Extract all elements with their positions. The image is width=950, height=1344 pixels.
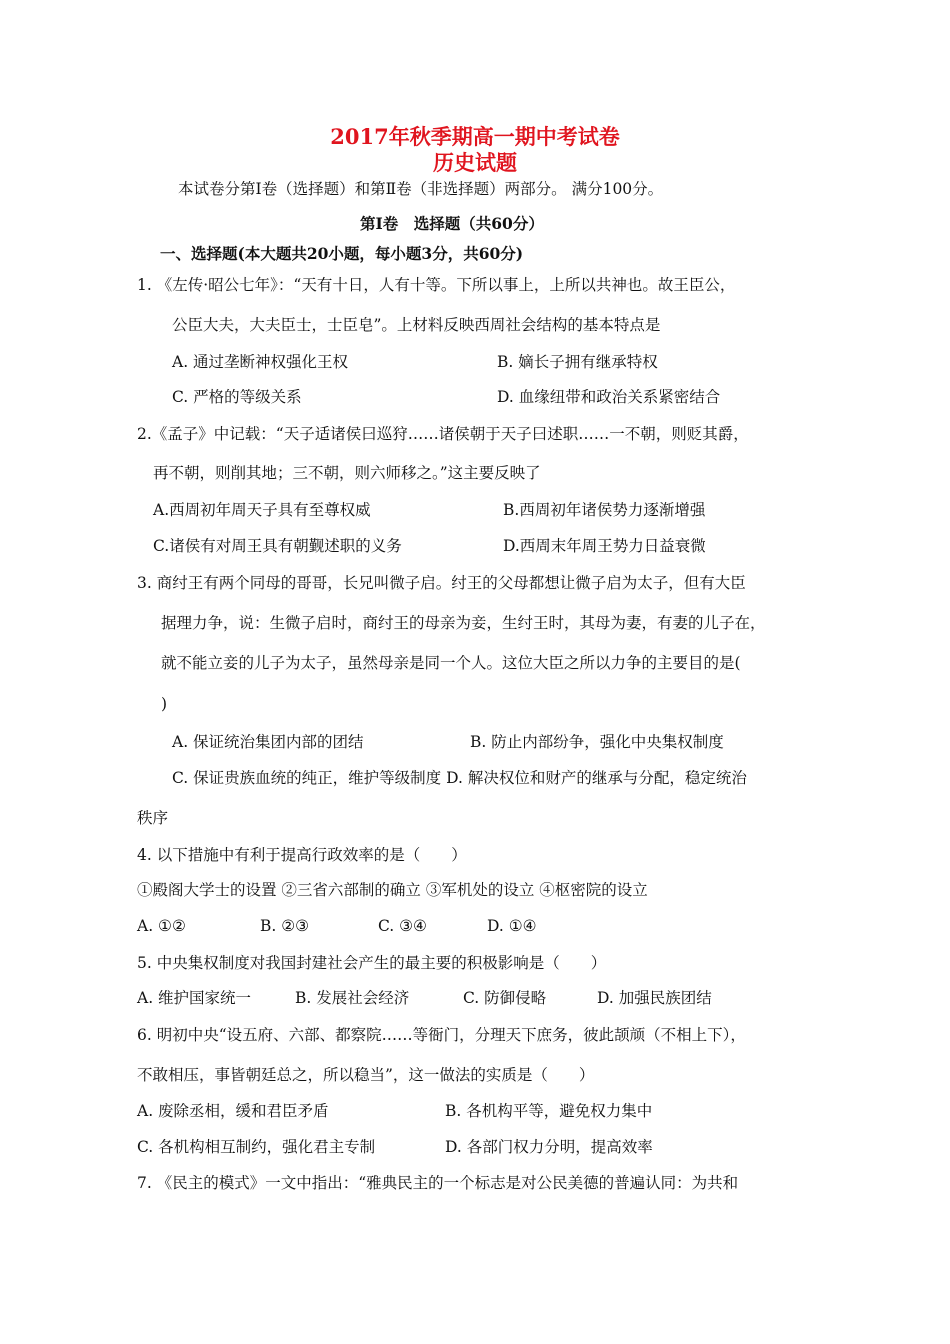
q1-stem-line2: 公臣大夫，大夫臣士，士臣皂”。上材料反映西周社会结构的基本特点是 xyxy=(172,316,661,334)
q3-stem-line2: 据理力争，说：生微子启时，商纣王的母亲为妾，生纣王时，其母为妻，有妻的儿子在， xyxy=(161,614,766,632)
q2-option-c: C.诸侯有对周王具有朝觐述职的义务 xyxy=(153,537,402,555)
q6-stem-line1: 6. 明初中央“设五府、六部、都察院……等衙门，分理天下庶务，彼此颉颃（不相上下）， xyxy=(137,1026,746,1044)
q1-option-d: D. 血缘纽带和政治关系紧密结合 xyxy=(497,388,721,406)
q4-option-c: C. ③④ xyxy=(378,917,427,935)
q2-option-b: B.西周初年诸侯势力逐渐增强 xyxy=(503,501,706,519)
q6-option-c: C. 各机构相互制约，强化君主专制 xyxy=(137,1138,376,1156)
section-heading: 一、选择题(本大题共20小题，每小题3分，共60分) xyxy=(160,244,524,263)
q6-stem-line2: 不敢相压，事皆朝廷总之，所以稳当”，这一做法的实质是（ ） xyxy=(137,1066,595,1084)
q1-stem-line1: 1. 《左传·昭公七年》：“天有十日，人有十等。下所以事上，上所以共神也。故王臣公， xyxy=(137,276,736,294)
q4-option-a: A. ①② xyxy=(137,917,186,935)
q4-stem-line2: ①殿阁大学士的设置 ②三省六部制的确立 ③军机处的设立 ④枢密院的设立 xyxy=(137,881,648,899)
part1-heading: 第Ⅰ卷 选择题（共60分） xyxy=(360,214,544,233)
q1-option-b: B. 嫡长子拥有继承特权 xyxy=(497,353,658,371)
exam-intro: 本试卷分第Ⅰ卷（选择题）和第Ⅱ卷（非选择题）两部分。 满分100分。 xyxy=(178,180,664,198)
q6-option-a: A. 废除丞相，缓和君臣矛盾 xyxy=(137,1102,329,1120)
q4-stem-line1: 4. 以下措施中有利于提高行政效率的是（ ） xyxy=(137,846,467,864)
q3-option-cd-tail: 秩序 xyxy=(137,809,169,827)
q2-stem-line1: 2.《孟子》中记载：“天子适诸侯曰巡狩……诸侯朝于天子曰述职……一不朝，则贬其爵， xyxy=(137,425,749,443)
exam-subtitle: 历史试题 xyxy=(433,150,517,175)
q2-option-d: D.西周末年周王势力日益衰微 xyxy=(503,537,706,555)
q2-option-a: A.西周初年周天子具有至尊权威 xyxy=(153,501,371,519)
q4-option-b: B. ②③ xyxy=(260,917,310,935)
q5-option-b: B. 发展社会经济 xyxy=(295,989,410,1007)
q3-option-b: B. 防止内部纷争，强化中央集权制度 xyxy=(470,733,724,751)
q3-stem-line3: 就不能立妾的儿子为太子，虽然母亲是同一个人。这位大臣之所以力争的主要目的是( xyxy=(161,654,741,672)
q3-option-a: A. 保证统治集团内部的团结 xyxy=(172,733,364,751)
q4-option-d: D. ①④ xyxy=(487,917,537,935)
q6-option-b: B. 各机构平等，避免权力集中 xyxy=(445,1102,653,1120)
q3-stem-line4: ) xyxy=(161,695,168,713)
q3-stem-line1: 3. 商纣王有两个同母的哥哥，长兄叫微子启。纣王的父母都想让微子启为太子，但有大臣 xyxy=(137,574,746,592)
q3-option-cd: C. 保证贵族血统的纯正，维护等级制度 D. 解决权位和财产的继承与分配，稳定统治 xyxy=(172,769,747,787)
q7-stem-line1: 7. 《民主的模式》一文中指出：“雅典民主的一个标志是对公民美德的普遍认同：为共和 xyxy=(137,1174,739,1192)
q5-stem-line1: 5. 中央集权制度对我国封建社会产生的最主要的积极影响是（ ） xyxy=(137,954,607,972)
q1-option-a: A. 通过垄断神权强化王权 xyxy=(172,353,349,371)
q6-option-d: D. 各部门权力分明，提高效率 xyxy=(445,1138,653,1156)
q1-option-c: C. 严格的等级关系 xyxy=(172,388,302,406)
q5-option-a: A. 维护国家统一 xyxy=(137,989,252,1007)
q5-option-d: D. 加强民族团结 xyxy=(597,989,712,1007)
exam-title: 2017年秋季期高一期中考试卷 xyxy=(330,124,620,149)
q5-option-c: C. 防御侵略 xyxy=(463,989,547,1007)
q2-stem-line2: 再不朝，则削其地；三不朝，则六师移之。”这主要反映了 xyxy=(153,464,541,482)
